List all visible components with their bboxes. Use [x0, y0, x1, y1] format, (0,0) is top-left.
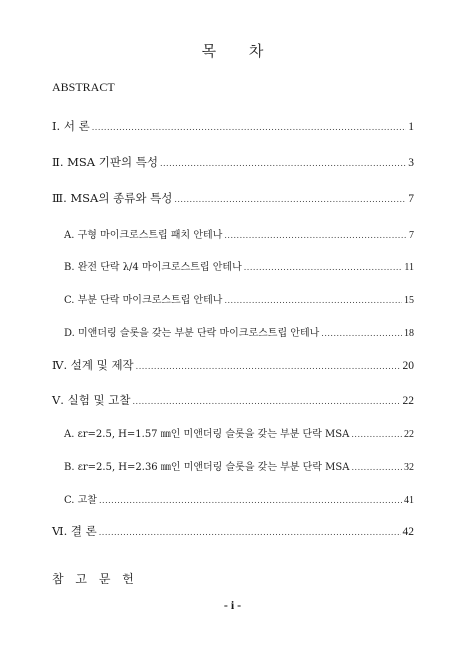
toc-page: 22 — [404, 429, 414, 440]
toc-label: Ⅲ. MSA의 종류와 특성 — [52, 191, 173, 205]
toc-label: Ⅵ. 결 론 — [52, 524, 97, 538]
toc-entry-msa-types — [52, 190, 414, 206]
toc-label: B. 완전 단락 λ/4 마이크로스트립 안테나 — [64, 262, 242, 273]
toc-label: A. 구형 마이크로스트립 패치 안테나 — [64, 230, 223, 241]
page-number: - i - — [223, 598, 242, 612]
toc-label: C. 부분 단락 마이크로스트립 안테나 — [64, 295, 223, 306]
toc-label: A. εr=2.5, H=1.57 ㎜인 미앤더링 슬롯을 갖는 부분 단락 MSA — [64, 429, 350, 440]
toc-page: 32 — [404, 462, 414, 473]
leader-dots — [224, 231, 407, 240]
references-heading: 참 고 문 헌 — [52, 572, 138, 586]
leader-dots — [351, 430, 402, 439]
toc-page: 7 — [409, 230, 414, 241]
toc-entry-introduction — [52, 118, 414, 134]
toc-subentry-exp-b — [64, 458, 414, 474]
leader-dots — [160, 159, 406, 168]
leader-dots — [174, 195, 406, 204]
toc-page: 3 — [408, 157, 414, 169]
toc-page: 41 — [404, 495, 414, 506]
leader-dots — [321, 329, 402, 338]
toc-subentry-exp-c — [64, 491, 414, 507]
toc-entry-conclusion — [52, 523, 414, 539]
toc-page: 18 — [404, 328, 414, 339]
leader-dots — [92, 123, 407, 132]
toc-page: 15 — [404, 295, 414, 306]
toc-label: Ⅱ. MSA 기판의 특성 — [52, 155, 158, 169]
abstract-heading: ABSTRACT — [52, 80, 115, 94]
toc-entry-experiment — [52, 392, 414, 408]
toc-label: Ⅴ. 실험 및 고찰 — [52, 393, 131, 407]
toc-label: D. 미앤더링 슬롯을 갖는 부분 단락 마이크로스트립 안테나 — [64, 328, 320, 339]
toc-label: Ⅳ. 설계 및 제작 — [52, 358, 134, 372]
toc-page: 20 — [402, 360, 414, 372]
toc-entry-design — [52, 357, 414, 373]
leader-dots — [244, 263, 403, 272]
toc-subentry-c — [64, 291, 414, 307]
leader-dots — [99, 528, 401, 537]
leader-dots — [132, 397, 400, 406]
toc-title: 목 차 — [201, 42, 278, 60]
leader-dots — [351, 463, 402, 472]
toc-page: 11 — [404, 262, 414, 273]
toc-subentry-d — [64, 324, 414, 340]
toc-label: C. 고찰 — [64, 495, 97, 506]
toc-entry-msa-substrate — [52, 154, 414, 170]
toc-page: 42 — [402, 526, 414, 538]
toc-subentry-b — [64, 258, 414, 274]
toc-label: Ⅰ. 서 론 — [52, 119, 90, 133]
leader-dots — [99, 496, 402, 505]
toc-subentry-a — [64, 226, 414, 242]
leader-dots — [136, 362, 401, 371]
leader-dots — [224, 296, 402, 305]
toc-subentry-exp-a — [64, 425, 414, 441]
toc-page: 7 — [408, 193, 414, 205]
toc-label: B. εr=2.5, H=2.36 ㎜인 미앤더링 슬롯을 갖는 부분 단락 MSA — [64, 462, 350, 473]
toc-page: 1 — [408, 121, 414, 133]
toc-page: 22 — [402, 395, 414, 407]
